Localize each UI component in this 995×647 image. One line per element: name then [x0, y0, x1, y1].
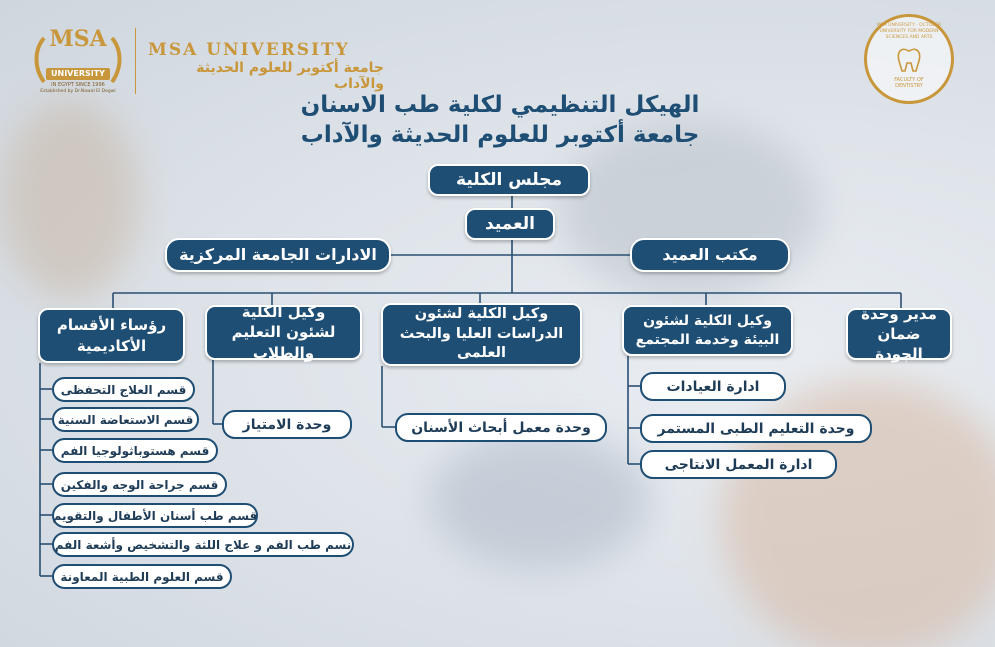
node-dean: العميد [465, 208, 555, 240]
emblem-since-text: IN EGYPT SINCE 1996 [51, 82, 105, 88]
node-faculty-council: مجلس الكلية [428, 164, 590, 196]
dept-maxillofacial-surgery: قسم جراحة الوجه والفكين [52, 472, 227, 497]
dept-oral-medicine-periodontics: نسم طب الفم و علاج اللثة والتشخيص وأشعة الفم [52, 532, 354, 557]
node-dean-office: مكتب العميد [630, 238, 790, 272]
dept-prosthodontics: قسم الاستعاضة السنية [52, 407, 199, 432]
university-name-en: MSA UNIVERSITY [148, 40, 350, 60]
seal-center-text: FACULTY OF DENTISTRY [894, 77, 924, 89]
node-vice-dean-graduate: وكيل الكلية لشئون الدراسات العليا والبحث العلمى [381, 303, 582, 366]
node-vice-dean-education: وكيل الكلية لشئون التعليم والطلاب [205, 305, 362, 360]
unit-dental-research-lab: وحدة معمل أبحاث الأسنان [395, 413, 607, 442]
msa-emblem [30, 24, 126, 96]
dept-conservative-dentistry: قسم العلاج التحفظى [52, 377, 195, 402]
faculty-seal [864, 14, 954, 104]
tooth-icon [894, 45, 924, 75]
unit-production-lab: ادارة المعمل الانتاجى [640, 450, 837, 479]
chart-title-line-1: الهيكل التنظيمي لكلية طب الاسنان [300, 92, 700, 118]
node-vice-dean-environment: وكيل الكلية لشئون البيئة وخدمة المجتمع [622, 305, 793, 356]
node-quality-unit-director: مدير وحدة ضمان الجودة [846, 308, 952, 360]
seal-ring-text: MSA UNIVERSITY · OCTOBER UNIVERSITY FOR MODERN SCIENCES AND ARTS [876, 23, 942, 40]
unit-continuing-medical-education: وحدة التعليم الطبى المستمر [640, 414, 872, 443]
dept-allied-medical-sciences: قسم العلوم الطبية المعاونة [52, 564, 232, 589]
chart-title-line-2: جامعة أكتوبر للعلوم الحديثة والآداب [300, 122, 700, 148]
node-academic-department-heads: رؤساء الأقسام الأكاديمية [38, 308, 185, 363]
emblem-msa-text: MSA [49, 26, 107, 52]
unit-clinics-administration: ادارة العيادات [640, 372, 786, 401]
emblem-ribbon-text: UNIVERSITY [51, 69, 105, 78]
emblem-est-text: Established by Dr.Nawal El Degwi [40, 89, 116, 94]
brand-divider [135, 28, 136, 94]
node-central-administrations: الادارات الجامعة المركزية [165, 238, 391, 272]
dept-pediatric-orthodontics: قسم طب أسنان الأطفال والتقويم [52, 503, 258, 528]
dept-oral-histopathology: قسم هستوباثولوجيا الفم [52, 438, 218, 463]
university-name-ar: جامعة أكتوبر للعلوم الحديثة والآداب [196, 60, 384, 92]
unit-internship: وحدة الامتياز [222, 410, 352, 439]
